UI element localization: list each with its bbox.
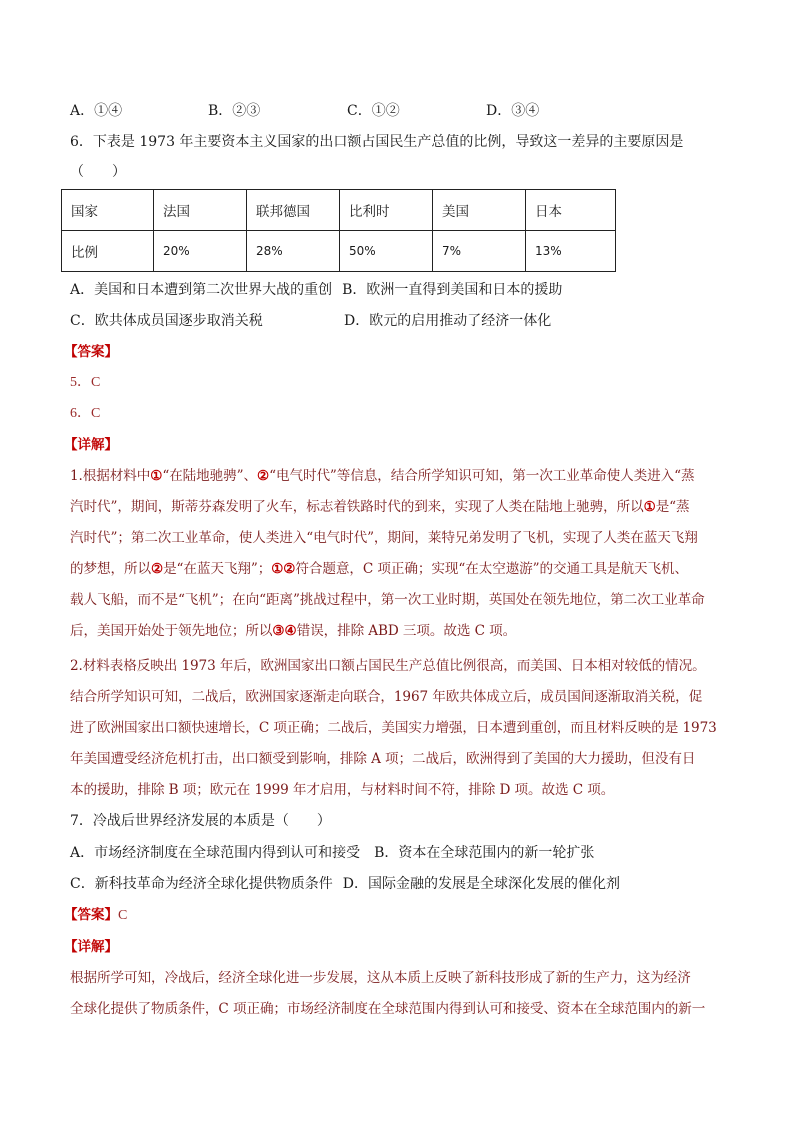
q7-stem: 7．冷战后世界经济发展的本质是（ ） [70,813,331,829]
q5-options [70,101,590,121]
detail1-line4 [70,559,688,579]
answer-6: 6．C [70,406,101,421]
q6-table [61,189,616,272]
q7-option-c: C．新科技革命为经济全球化提供物质条件 [70,876,333,892]
detail-label: 【详解】 [64,437,118,453]
q5-option-b: B．②③ [208,103,261,119]
q5-option-a: A．①④ [70,103,123,119]
detail-text: 汽时代”，期间，斯蒂芬森发明了火车，标志着铁路时代的到来，实现了人类在陆地上驰骋，所以 [70,499,644,515]
detail-text: 错误，排除 ABD 三项。故选 C 项。 [296,623,517,639]
detail1-line3: 汽时代”；第二次工业革命，使人类进入“电气时代”，期间，莱特兄弟发明了飞机，实现了人类在蓝天飞翔 [70,530,698,546]
table-cell: 7% [433,231,526,272]
table-header-cell: 比利时 [340,190,433,231]
detail-text: 1.根据材料中 [70,468,151,484]
q7-answer-line [64,905,127,926]
detail2-line4: 年美国遭受经济危机打击，出口额受到影响，排除 A 项；二战后，欧洲得到了美国的大力援助，但没有日 [70,751,696,767]
table-header-cell: 法国 [154,190,247,231]
detail-text: 符合题意，C 项正确；实现“在太空遨游”的交通工具是航天飞机、 [295,561,688,577]
detail2-line2: 结合所学知识可知，二战后，欧洲国家逐渐走向联合，1967 年欧共体成立后，成员国间逐渐取消关税，促 [70,689,703,705]
q7-option-a: A．市场经济制度在全球范围内得到认可和接受 [70,845,361,861]
q7-options-row2 [70,874,620,894]
q7-answer-label: 【答案】 [64,907,118,923]
q6-options-row2 [70,311,551,331]
detail-text: 是“蒸 [655,499,690,515]
circled-number: ② [150,561,164,577]
table-header-row [62,190,616,231]
table-cell: 20% [154,231,247,272]
detail-text: 后，美国开始处于领先地位；所以 [70,623,273,639]
table-cell: 13% [526,231,616,272]
answer-5: 5．C [70,375,101,390]
q6-options-row1 [70,280,562,300]
detail-text: “在陆地驰骋”、 [162,468,258,484]
table-header-cell: 国家 [62,190,154,231]
detail2-line5: 本的援助，排除 B 项；欧元在 1999 年才启用，与材料时间不符，排除 D 项。故选 C 项。 [70,782,615,798]
detail1-line1 [70,466,694,486]
table-header-cell: 日本 [526,190,616,231]
q7-answer: C [118,908,128,923]
q7-option-d: D．国际金融的发展是全球深化发展的催化剂 [342,876,620,892]
detail2-line3: 进了欧洲国家出口额快速增长，C 项正确；二战后，美国实力增强，日本遭到重创，而且材料反映的是 1973 [70,720,717,736]
q7-detail-label: 【详解】 [64,939,118,955]
answer-label: 【答案】 [64,344,118,360]
q6-option-d: D．欧元的启用推动了经济一体化 [344,313,552,329]
detail1-line2 [70,497,690,517]
q7-detail-line2: 全球化提供了物质条件，C 项正确；市场经济制度在全球范围内得到认可和接受、资本在全球范围内的新一 [70,1001,706,1017]
q7-detail-line1: 根据所学可知，冷战后，经济全球化进一步发展，这从本质上反映了新科技形成了新的生产力，这为经济 [70,970,691,986]
table-cell: 50% [340,231,433,272]
q6-stem-line2: （ ） [70,164,126,180]
table-header-cell: 联邦德国 [247,190,340,231]
q6-option-b: B．欧洲一直得到美国和日本的援助 [342,282,563,298]
circled-number: ③④ [272,623,297,639]
q7-options-row1 [70,843,594,863]
q7-option-b: B．资本在全球范围内的新一轮扩张 [374,845,595,861]
circled-number: ①② [271,561,296,577]
circled-number: ① [150,468,163,484]
detail1-line5: 载人飞船，而不是“飞机”；在向“距离”挑战过程中，第一次工业时期，英国处在领先地位，第二次工业革命 [70,592,705,608]
table-cell: 28% [247,231,340,272]
q6-stem-line1: 6．下表是 1973 年主要资本主义国家的出口额占国民生产总值的比例，导致这一差异的主要原因是 [70,134,684,150]
table-cell: 比例 [62,231,154,272]
detail2-line1: 2.材料表格反映出 1973 年后，欧洲国家出口额占国民生产总值比例很高，而美国、日本相对较低的情况。 [70,658,706,674]
q6-option-c: C．欧共体成员国逐步取消关税 [70,313,263,329]
detail-text: 的梦想，所以 [70,561,151,577]
circled-number: ① [643,499,656,515]
detail1-line6 [70,621,516,641]
detail-text: 是“在蓝天飞翔”； [163,561,272,577]
q5-option-c: C．①② [347,103,400,119]
q5-option-d: D．③④ [486,103,540,119]
table-row [62,231,616,272]
q6-option-a: A．美国和日本遭到第二次世界大战的重创 [70,282,333,298]
circled-number: ② [257,468,270,484]
table-header-cell: 美国 [433,190,526,231]
detail-text: “电气时代”等信息，结合所学知识可知，第一次工业革命使人类进入“蒸 [269,468,695,484]
